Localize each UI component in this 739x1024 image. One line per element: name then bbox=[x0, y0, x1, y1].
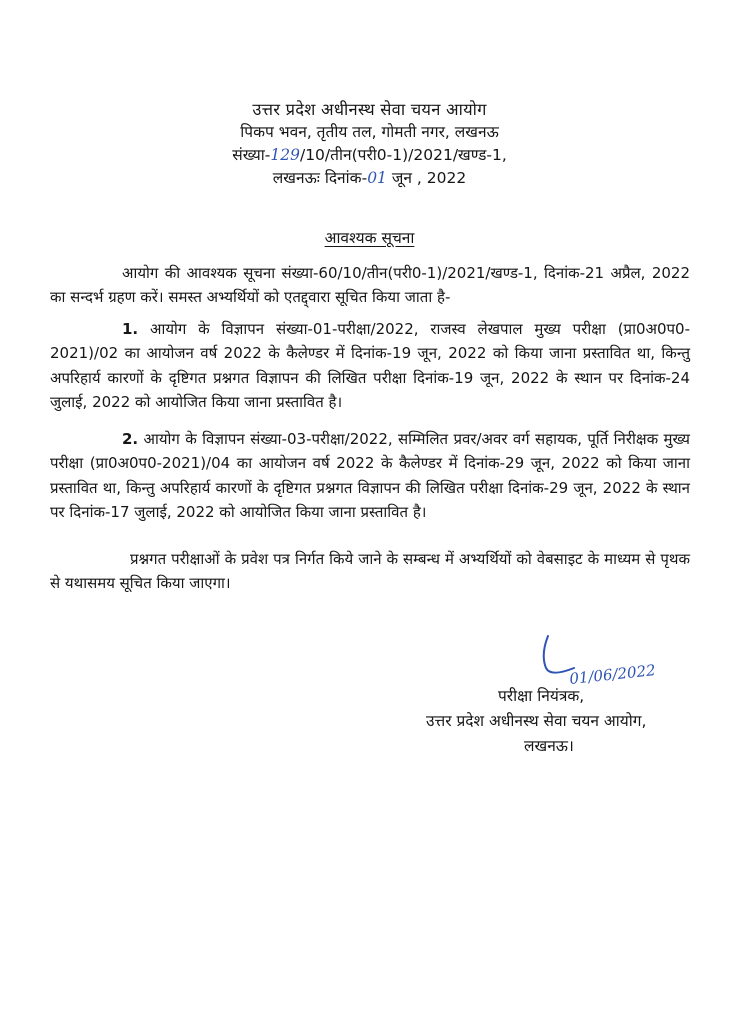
item-text: आयोग के विज्ञापन संख्या-01-परीक्षा/2022, राजस्व लेखपाल मुख्य परीक्षा (प्रा0अ0प0-2021)/02 का आयोजन वर्ष 2022 के कैलेण्डर में दिनांक-19 जून, 2022 को किया जाना प्रस्तावित था, किन्तु अपरिहार्य कारणों के दृष्टिगत प्रश्नगत विज्ञापन की लिखित परीक्षा दिनांक-19 जून, 2022 के स्थान पर दिनांक-24 जुलाई, 2022 को आयोजित किया जाना प्रस्तावित है। bbox=[50, 320, 690, 412]
intro-paragraph: आयोग की आवश्यक सूचना संख्या-60/10/तीन(परी0-1)/2021/खण्ड-1, दिनांक-21 अप्रैल, 2022 का सन्दर्भ ग्रहण करें। समस्त अभ्यर्थियों को एतद्द्वारा सूचित किया जाता है- bbox=[50, 264, 690, 307]
item-text: आयोग के विज्ञापन संख्या-03-परीक्षा/2022, सम्मिलित प्रवर/अवर वर्ग सहायक, पूर्ति निरीक्षक मुख्य परीक्षा (प्रा0अ0प0-2021)/04 का आयोजन वर्ष 2022 के कैलेण्डर में दिनांक-29 जून, 2022 को किया जाना प्रस्तावित था, किन्तु अपरिहार्य कारणों के दृष्टिगत प्रश्नगत विज्ञापन की लिखित परीक्षा दिनांक-29 जून, 2022 के स्थान पर दिनांक-17 जुलाई, 2022 को आयोजित किया जाना प्रस्तावित है। bbox=[50, 430, 690, 522]
notice-title: आवश्यक सूचना bbox=[324, 229, 415, 247]
date-suffix: जून , 2022 bbox=[386, 169, 467, 187]
signature-date: 01/06/2022 bbox=[568, 661, 657, 688]
office-address: पिकप भवन, तृतीय तल, गोमती नगर, लखनऊ bbox=[240, 123, 499, 141]
letterhead bbox=[0, 98, 739, 190]
list-item bbox=[50, 427, 690, 525]
date-handwritten: 01 bbox=[367, 169, 387, 187]
signature-block bbox=[400, 684, 700, 759]
reference-number bbox=[0, 144, 739, 167]
item-number: 2. bbox=[122, 430, 139, 448]
reference-prefix: संख्या- bbox=[232, 146, 271, 164]
reference-handwritten: 129 bbox=[270, 146, 300, 164]
list-item bbox=[50, 317, 690, 415]
issue-date bbox=[0, 167, 739, 190]
date-prefix: लखनऊः दिनांक- bbox=[272, 169, 368, 187]
item-number: 1. bbox=[122, 320, 139, 338]
organization-name: उत्तर प्रदेश अधीनस्थ सेवा चयन आयोग bbox=[252, 100, 487, 119]
closing-paragraph: प्रश्नगत परीक्षाओं के प्रवेश पत्र निर्गत किये जाने के सम्बन्ध में अभ्यर्थियों को वेबसाइट के माध्यम से पृथक से यथासमय सूचित किया जाएगा। bbox=[50, 550, 690, 593]
signatory-organization: उत्तर प्रदेश अधीनस्थ सेवा चयन आयोग, bbox=[426, 712, 647, 730]
signatory-designation: परीक्षा नियंत्रक, bbox=[498, 687, 585, 705]
signatory-city: लखनऊ। bbox=[524, 737, 574, 755]
reference-suffix: /10/तीन(परी0-1)/2021/खण्ड-1, bbox=[299, 146, 507, 164]
